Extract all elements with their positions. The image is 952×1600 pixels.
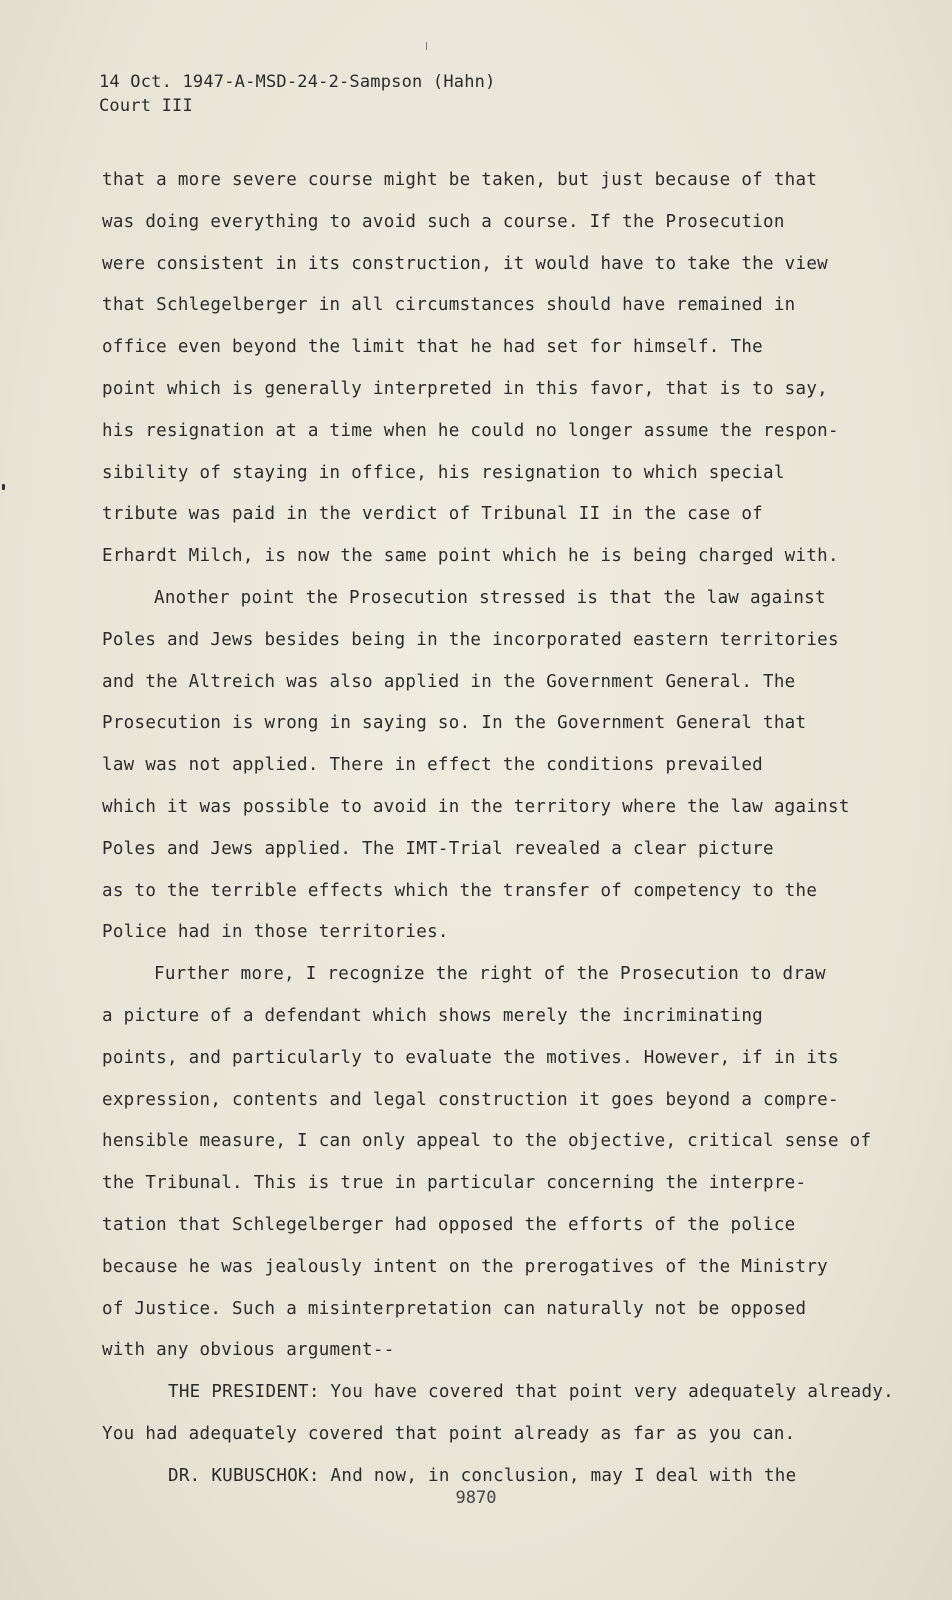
text-line: which it was possible to avoid in the territory where the law against	[102, 796, 850, 817]
header-line-1: 14 Oct. 1947-A-MSD-24-2-Sampson (Hahn)	[99, 72, 496, 92]
text-line: point which is generally interpreted in this favor, that is to say,	[102, 378, 829, 399]
text-line: law was not applied. There in effect the conditions prevailed	[102, 755, 763, 776]
text-line: Further more, I recognize the right of the Prosecution to draw	[154, 964, 826, 985]
text-line: Poles and Jews applied. The IMT-Trial revealed a clear picture	[102, 838, 774, 859]
document-body	[102, 168, 895, 1506]
text-line: hensible measure, I can only appeal to the objective, critical sense of	[102, 1131, 872, 1152]
text-line: was doing everything to avoid such a course. If the Prosecution	[102, 211, 785, 232]
text-line: and the Altreich was also applied in the Government General. The	[102, 671, 796, 692]
header-line-2: Court III	[99, 96, 193, 116]
text-line: Erhardt Milch, is now the same point which he is being charged with.	[102, 546, 839, 567]
page-number: 9870	[455, 1488, 497, 1508]
text-line: the Tribunal. This is true in particular concerning the interpre-	[102, 1173, 807, 1194]
text-line: were consistent in its construction, it would have to take the view	[102, 253, 829, 274]
text-line: Another point the Prosecution stressed is that the law against	[154, 587, 826, 608]
text-line: because he was jealously intent on the prerogatives of the Ministry	[102, 1256, 829, 1277]
text-line: Poles and Jews besides being in the incorporated eastern territories	[102, 629, 839, 650]
text-line: his resignation at a time when he could no longer assume the respon-	[102, 420, 839, 441]
text-line: THE PRESIDENT: You have covered that point very adequately already.	[168, 1382, 895, 1403]
margin-speck-left	[2, 484, 5, 490]
document-header	[99, 70, 496, 118]
text-line: office even beyond the limit that he had set for himself. The	[102, 337, 763, 358]
text-line: expression, contents and legal construction it goes beyond a compre-	[102, 1089, 839, 1110]
text-line: sibility of staying in office, his resignation to which special	[102, 462, 785, 483]
text-line: Police had in those territories.	[102, 922, 449, 943]
text-line: that a more severe course might be taken, but just because of that	[102, 170, 818, 190]
text-line: tation that Schlegelberger had opposed the efforts of the police	[102, 1214, 796, 1235]
text-line: as to the terrible effects which the transfer of competency to the	[102, 880, 818, 901]
text-line: points, and particularly to evaluate the motives. However, if in its	[102, 1047, 839, 1068]
text-line: that Schlegelberger in all circumstances should have remained in	[102, 295, 796, 316]
text-line: with any obvious argument--	[102, 1340, 395, 1361]
text-line: a picture of a defendant which shows merely the incriminating	[102, 1005, 763, 1026]
text-line: of Justice. Such a misinterpretation can naturally not be opposed	[102, 1298, 807, 1319]
text-line: You had adequately covered that point already as far as you can.	[102, 1423, 796, 1444]
text-line: DR. KUBUSCHOK: And now, in conclusion, may I deal with the	[168, 1465, 797, 1486]
margin-speck-top	[426, 42, 427, 50]
text-line: tribute was paid in the verdict of Tribunal II in the case of	[102, 504, 763, 525]
text-line: Prosecution is wrong in saying so. In the Government General that	[102, 713, 807, 734]
